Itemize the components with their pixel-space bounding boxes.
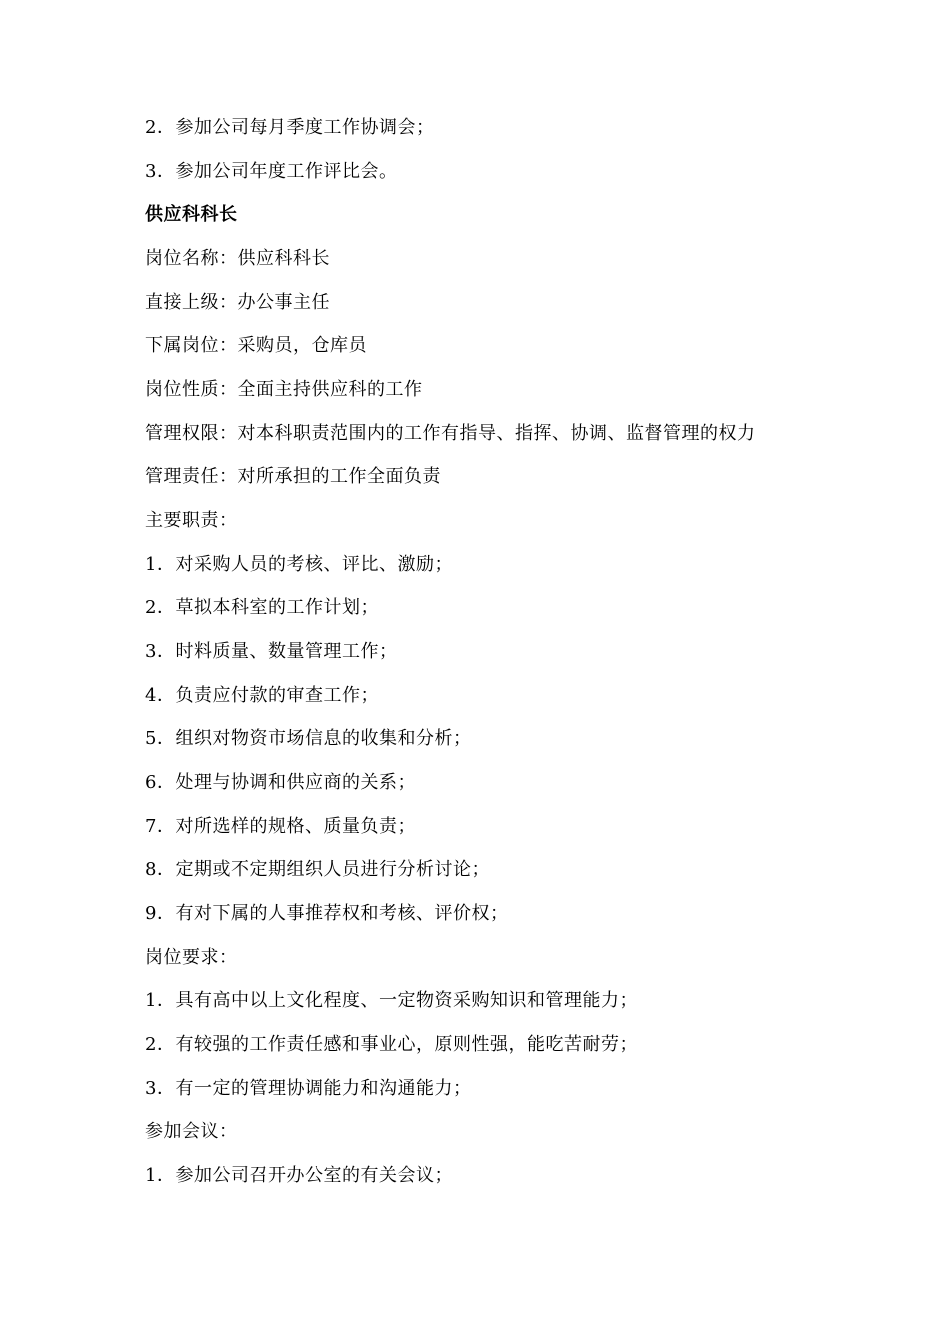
management-authority: 管理权限：对本科职责范围内的工作有指导、指挥、协调、监督管理的权力 [145,423,756,444]
requirement-item-3: 3．有一定的管理协调能力和沟通能力； [145,1078,472,1099]
management-responsibility: 管理责任：对所承担的工作全面负责 [145,466,441,487]
meeting-item-1: 1．参加公司召开办公室的有关会议； [145,1165,453,1186]
requirement-item-1: 1．具有高中以上文化程度、一定物资采购知识和管理能力； [145,990,638,1011]
meeting-item-3: 3．参加公司年度工作评比会。 [145,161,398,182]
position-name: 岗位名称：供应科科长 [145,248,330,269]
duty-item-9: 9．有对下属的人事推荐权和考核、评价权； [145,903,509,924]
main-duties-label: 主要职责： [145,510,238,531]
direct-superior: 直接上级：办公事主任 [145,292,330,313]
duty-item-2: 2．草拟本科室的工作计划； [145,597,379,618]
requirement-item-2: 2．有较强的工作责任感和事业心，原则性强，能吃苦耐劳； [145,1034,638,1055]
duty-item-1: 1．对采购人员的考核、评比、激励； [145,554,453,575]
duty-item-8: 8．定期或不定期组织人员进行分析讨论； [145,859,490,880]
duty-item-5: 5．组织对物资市场信息的收集和分析； [145,728,472,749]
duty-item-6: 6．处理与协调和供应商的关系； [145,772,416,793]
meeting-item-2: 2．参加公司每月季度工作协调会； [145,117,435,138]
requirements-label: 岗位要求： [145,947,238,968]
duty-item-3: 3．时料质量、数量管理工作； [145,641,398,662]
section-heading: 供应科科长 [145,204,238,225]
meetings-label: 参加会议： [145,1121,238,1142]
duty-item-4: 4．负责应付款的审查工作； [145,685,379,706]
duty-item-7: 7．对所选样的规格、质量负责； [145,816,416,837]
position-nature: 岗位性质：全面主持供应科的工作 [145,379,423,400]
subordinate-positions: 下属岗位：采购员，仓库员 [145,335,367,356]
